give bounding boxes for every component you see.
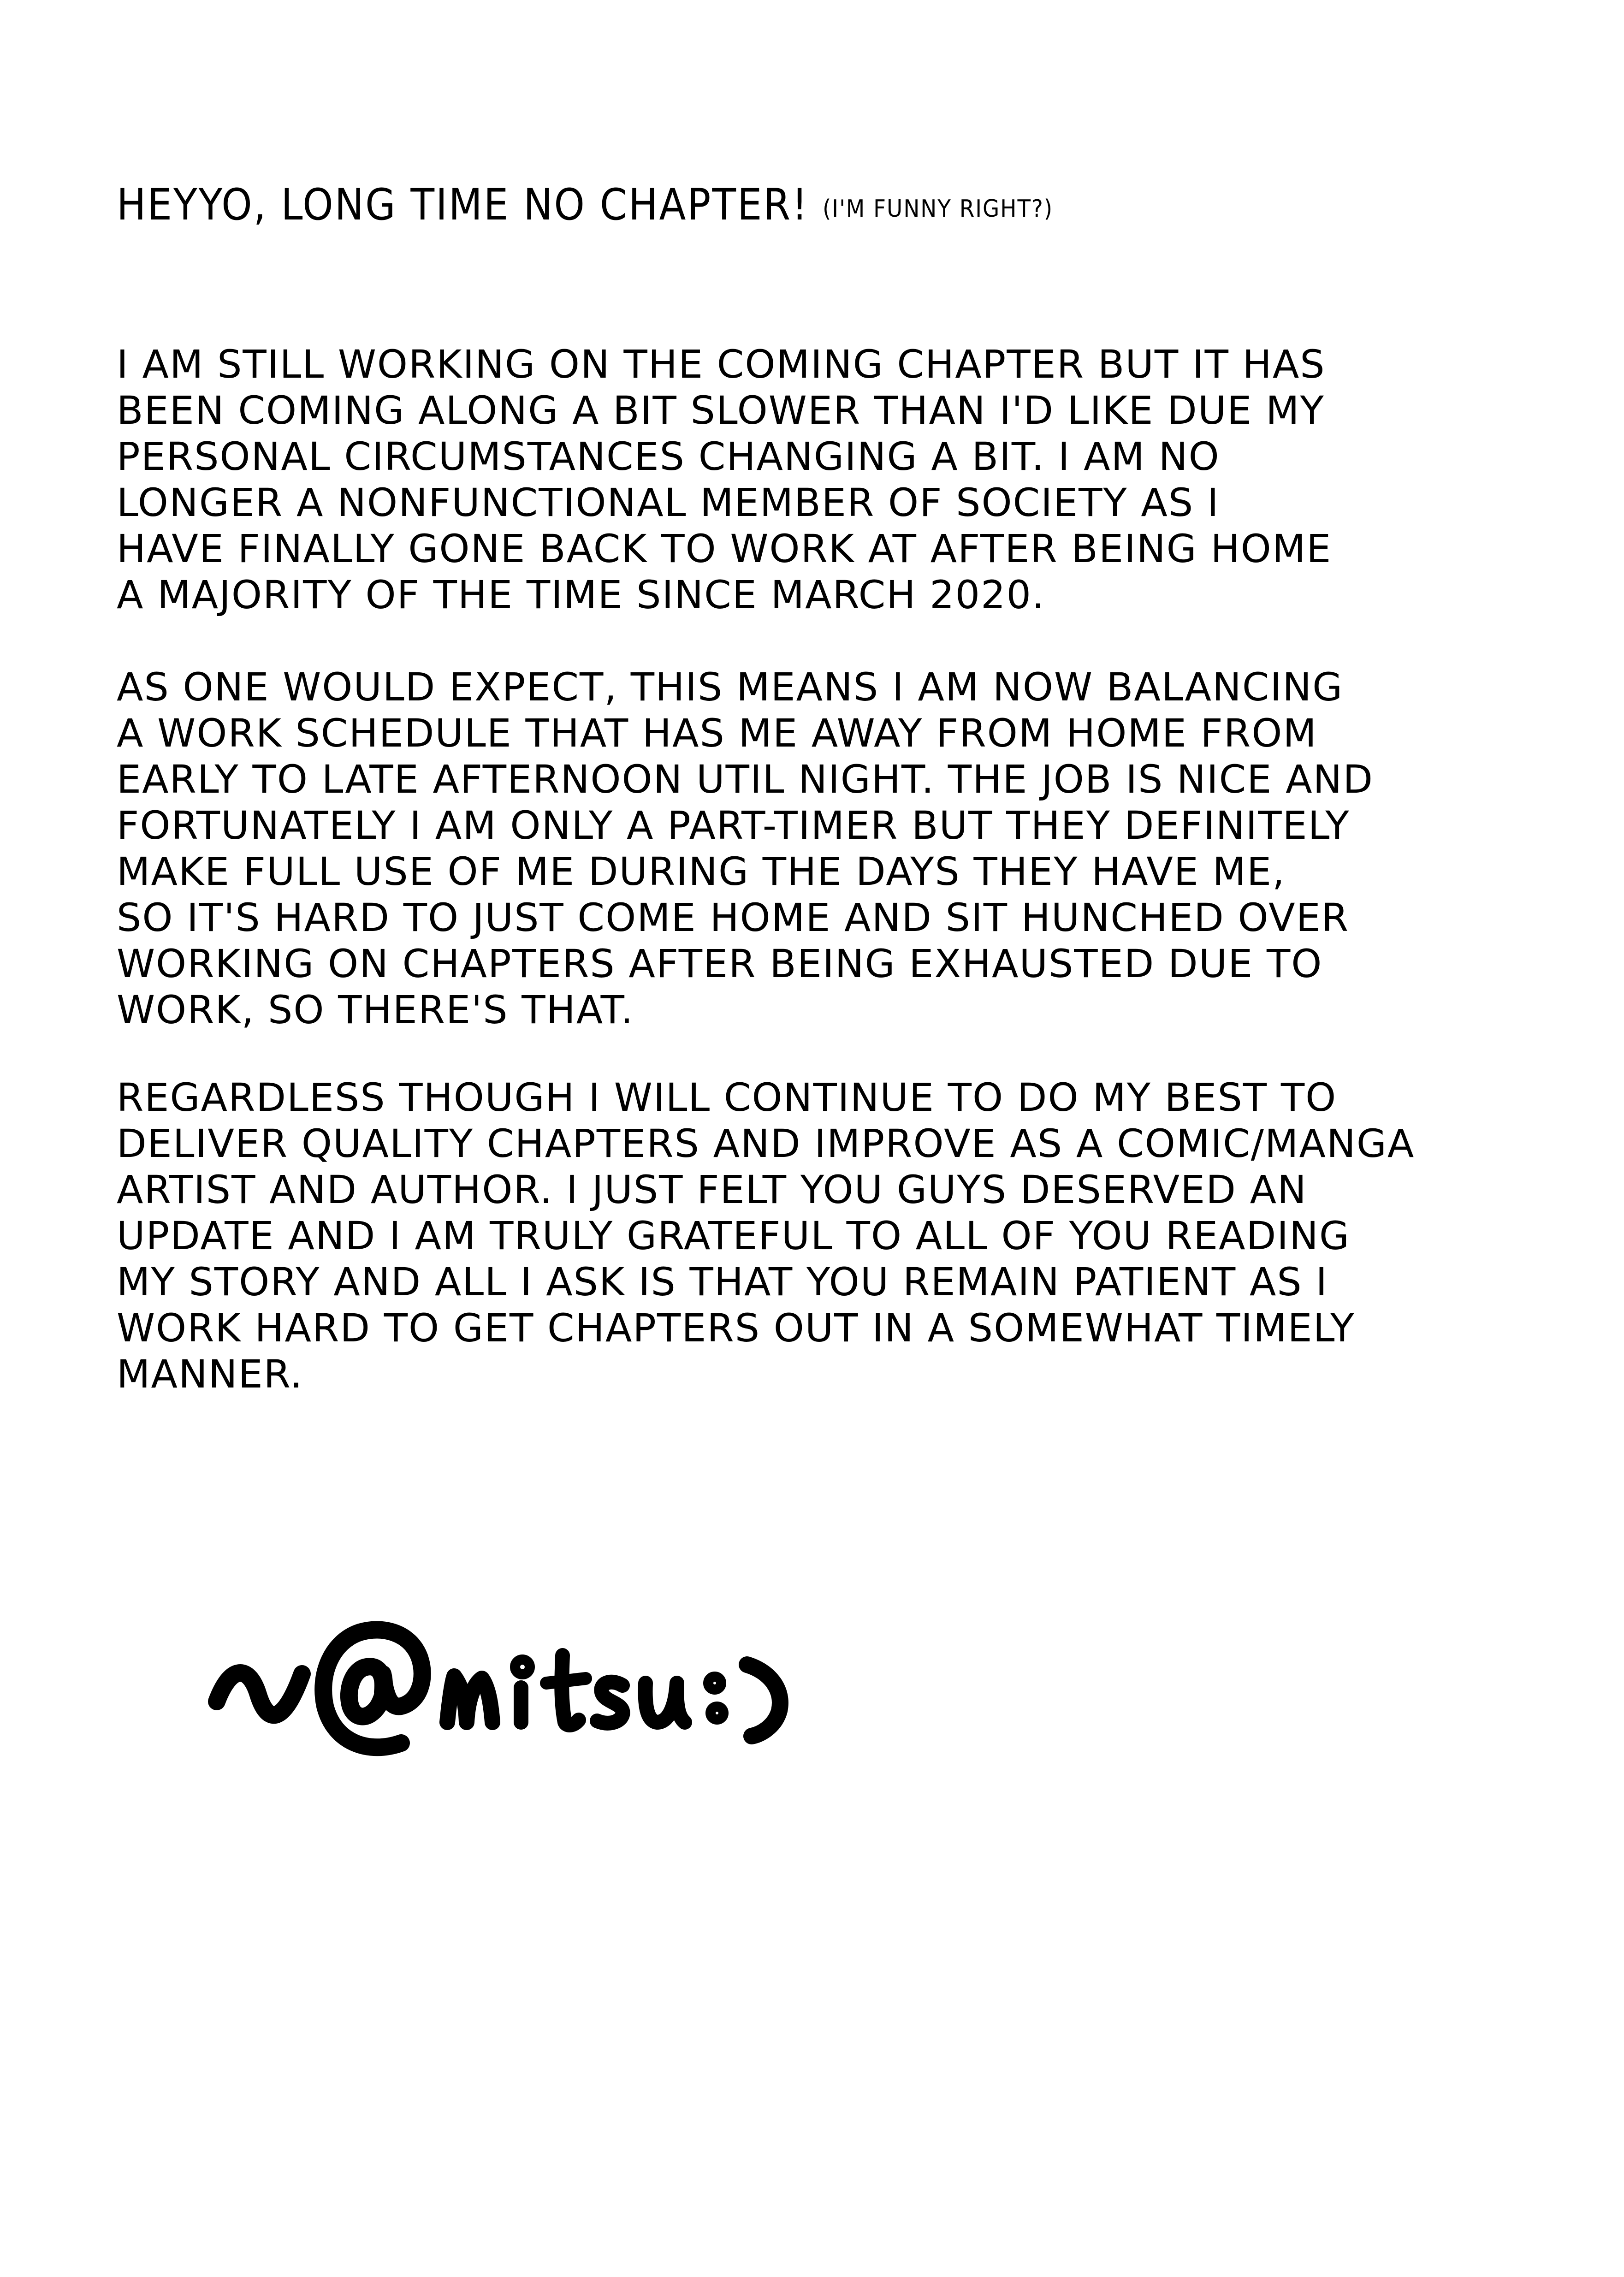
paragraph-line: WORKING ON CHAPTERS AFTER BEING EXHAUSTED DUE TO xyxy=(117,941,1323,986)
paragraph-line: HAVE FINALLY GONE BACK TO WORK AT AFTER BEING HOME xyxy=(117,526,1332,571)
paragraph-2 xyxy=(117,664,1569,1033)
letter-heading xyxy=(117,178,1053,237)
paragraph-line: AS ONE WOULD EXPECT, THIS MEANS I AM NOW BALANCING xyxy=(117,664,1344,710)
paragraph-line: SO IT'S HARD TO JUST COME HOME AND SIT HUNCHED OVER xyxy=(117,895,1350,940)
paragraph-line: I AM STILL WORKING ON THE COMING CHAPTER BUT IT HAS xyxy=(117,342,1326,387)
paragraph-line: LONGER A NONFUNCTIONAL MEMBER OF SOCIETY AS I xyxy=(117,480,1220,525)
heading-aside: (I'M FUNNY RIGHT?) xyxy=(823,195,1054,223)
paragraph-line: ARTIST AND AUTHOR. I JUST FELT YOU GUYS DESERVED AN xyxy=(117,1167,1307,1212)
signature-strokes xyxy=(217,1630,780,1748)
paragraph-line: WORK HARD TO GET CHAPTERS OUT IN A SOMEWHAT TIMELY xyxy=(117,1305,1355,1351)
paragraph-1 xyxy=(117,341,1569,618)
paragraph-line: MANNER. xyxy=(117,1352,303,1397)
paragraph-line: FORTUNATELY I AM ONLY A PART-TIMER BUT THEY DEFINITELY xyxy=(117,803,1350,848)
paragraph-line: PERSONAL CIRCUMSTANCES CHANGING A BIT. I AM NO xyxy=(117,434,1220,479)
paragraph-line: A WORK SCHEDULE THAT HAS ME AWAY FROM HOME FROM xyxy=(117,711,1317,756)
paragraph-line: WORK, SO THERE'S THAT. xyxy=(117,987,634,1032)
paragraph-line: BEEN COMING ALONG A BIT SLOWER THAN I'D LIKE DUE MY xyxy=(117,388,1325,433)
paragraph-3 xyxy=(117,1074,1569,1397)
handwritten-signature xyxy=(203,1595,922,1789)
paragraph-line: MY STORY AND ALL I ASK IS THAT YOU REMAIN PATIENT AS I xyxy=(117,1259,1328,1305)
paragraph-line: UPDATE AND I AM TRULY GRATEFUL TO ALL OF YOU READING xyxy=(117,1213,1350,1258)
paragraph-line: REGARDLESS THOUGH I WILL CONTINUE TO DO MY BEST TO xyxy=(117,1075,1337,1120)
paragraph-line: A MAJORITY OF THE TIME SINCE MARCH 2020. xyxy=(117,572,1045,617)
paragraph-line: DELIVER QUALITY CHAPTERS AND IMPROVE AS A COMIC/MANGA xyxy=(117,1121,1415,1166)
paragraph-line: MAKE FULL USE OF ME DURING THE DAYS THEY HAVE ME, xyxy=(117,849,1286,894)
heading-main: HEYYO, LONG TIME NO CHAPTER! xyxy=(117,180,809,230)
paragraph-line: EARLY TO LATE AFTERNOON UTIL NIGHT. THE JOB IS NICE AND xyxy=(117,757,1374,802)
